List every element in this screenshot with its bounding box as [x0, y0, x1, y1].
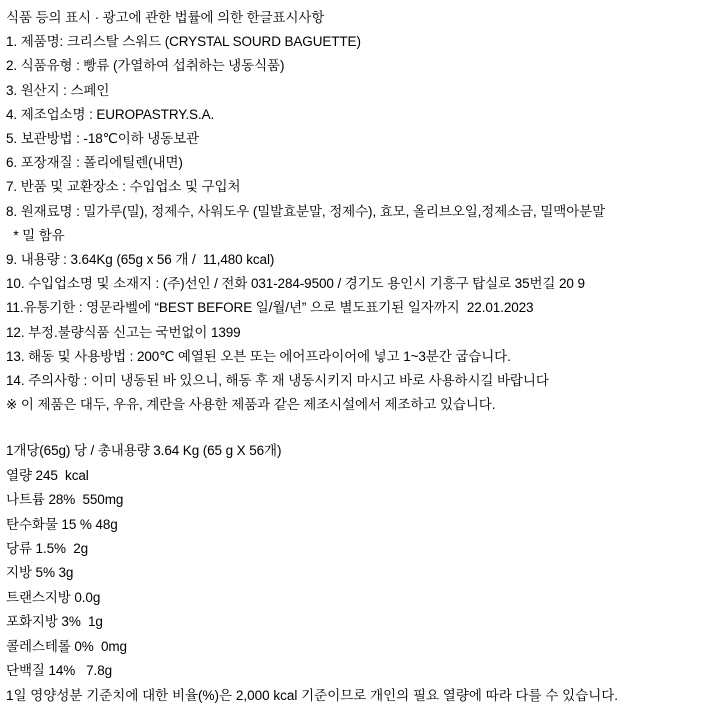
nutrition-row-protein: 단백질 14% 7.8g [6, 663, 113, 679]
label-line-manufacturer: 4. 제조업소명 : EUROPASTRY.S.A. [6, 106, 215, 122]
label-line-caution: 14. 주의사항 : 이미 냉동된 바 있으니, 해동 후 재 냉동시키지 마시고 바로 사용하시길 바랍니다 [6, 373, 549, 389]
label-line-packaging: 6. 포장재질 : 폴리에틸렌(내면) [6, 155, 183, 171]
nutrition-facts-section [6, 439, 719, 683]
label-line-net-weight: 9. 내용량 : 3.64Kg (65g x 56 개 / 11,480 kcal) [6, 252, 275, 268]
nutrition-row-fat: 지방 5% 3g [6, 565, 74, 581]
nutrition-row-cholesterol: 콜레스테롤 0% 0mg [6, 638, 127, 654]
nutrition-footnote: 1일 영양성분 기준치에 대한 비율(%)은 2,000 kcal 기준이므로 개인의 필요 열량에 따라 다를 수 있습니다. [6, 687, 619, 703]
label-line-thaw-usage: 13. 해동 및 사용방법 : 200℃ 예열된 오븐 또는 에어프라이어에 넣고 1~3분간 굽습니다. [6, 348, 511, 364]
label-line-storage: 5. 보관방법 : -18℃이하 냉동보관 [6, 131, 199, 147]
nutrition-row-calories: 열량 245 kcal [6, 467, 89, 483]
nutrition-row-saturated-fat: 포화지방 3% 1g [6, 614, 103, 630]
label-line-importer: 10. 수입업소명 및 소재지 : (주)선인 / 전화 031-284-9500 / 경기도 용인시 기흥구 탑실로 35번길 20 9 [6, 276, 585, 292]
label-line-report-number: 12. 부정.불량식품 신고는 국번없이 1399 [6, 324, 241, 340]
nutrition-row-carbohydrate: 탄수화물 15 % 48g [6, 516, 118, 532]
label-line-facility-note: ※ 이 제품은 대두, 우유, 계란을 사용한 제품과 같은 제조시설에서 제조하고 있습니다. [6, 397, 496, 413]
nutrition-row-sodium: 나트륨 28% 550mg [6, 492, 124, 508]
nutrition-row-sugars: 당류 1.5% 2g [6, 541, 89, 557]
label-line-return-exchange: 7. 반품 및 교환장소 : 수입업소 및 구입처 [6, 179, 241, 195]
nutrition-row-trans-fat: 트랜스지방 0.0g [6, 589, 101, 605]
nutrition-heading: 1개당(65g) 당 / 총내용량 3.64 Kg (65 g X 56개) [6, 443, 282, 459]
document-title: 식품 등의 표시 · 광고에 관한 법률에 의한 한글표시사항 [6, 10, 325, 25]
label-line-expiry: 11.유통기한 : 영문라벨에 “BEST BEFORE 일/월/년” 으로 별도표기된 일자까지 22.01.2023 [6, 300, 534, 316]
label-line-product-name: 1. 제품명: 크리스탈 스워드 (CRYSTAL SOURD BAGUETTE) [6, 34, 361, 50]
section-spacer [6, 417, 719, 439]
label-line-allergen-note: * 밀 함유 [6, 227, 65, 243]
label-line-food-type: 2. 식품유형 : 빵류 (가열하여 섭취하는 냉동식품) [6, 58, 285, 74]
label-line-origin: 3. 원산지 : 스페인 [6, 82, 110, 98]
label-line-ingredients: 8. 원재료명 : 밀가루(밀), 정제수, 사워도우 (밀발효분말, 정제수), 효모, 올리브오일,정제소금, 밀맥아분말 [6, 203, 606, 219]
